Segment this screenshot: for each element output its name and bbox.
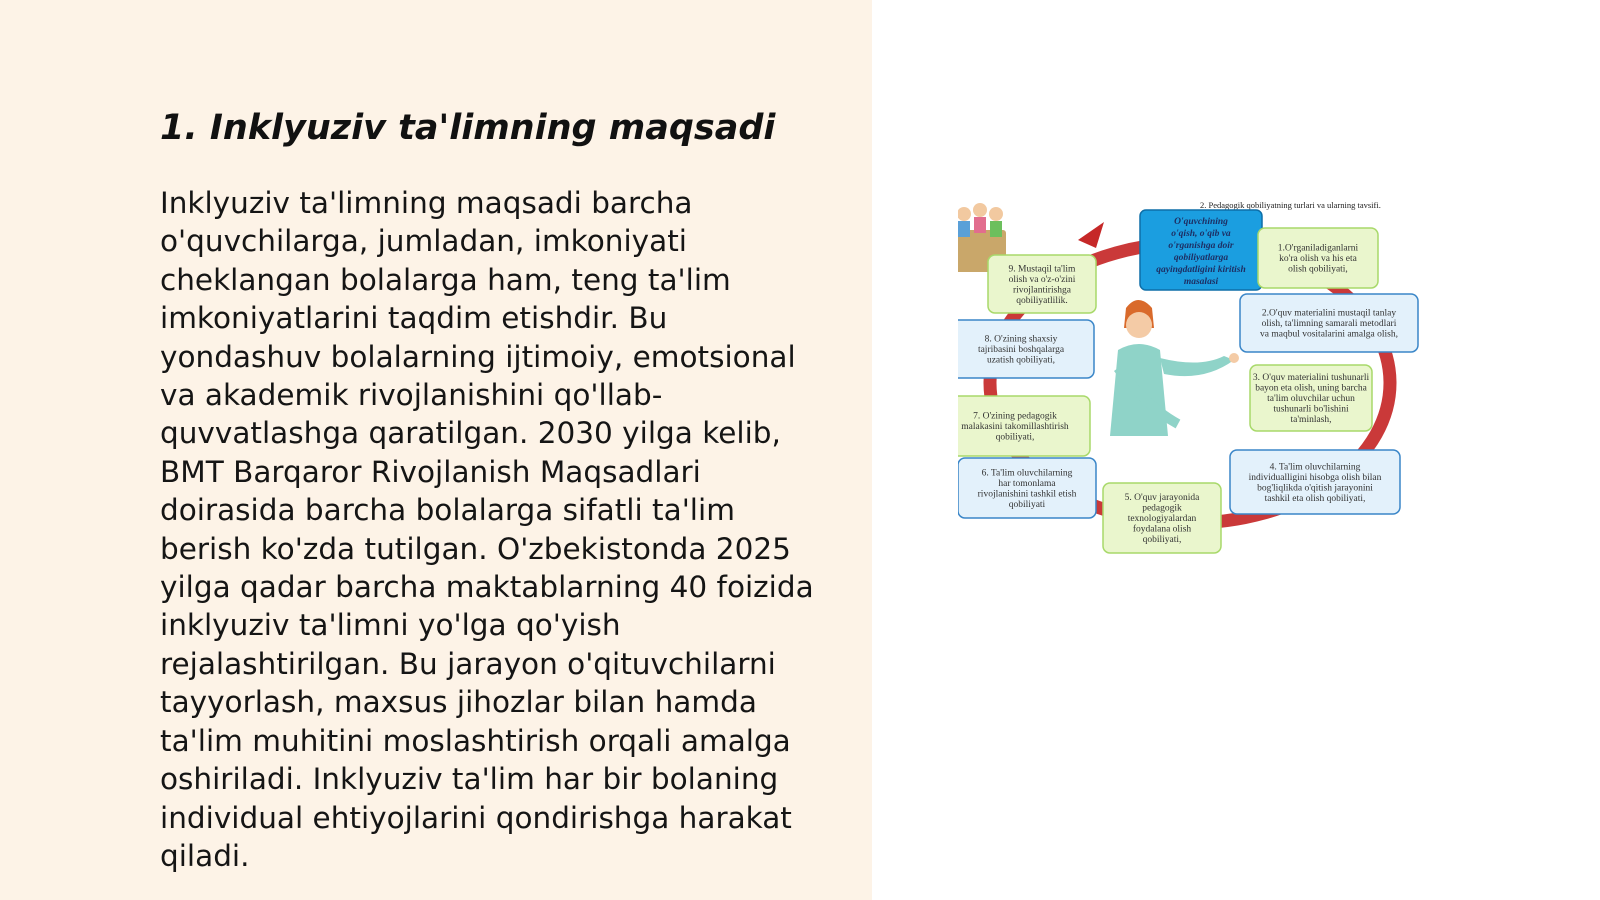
ability-box-text-line: 9. Mustaqil ta'lim xyxy=(1008,264,1076,275)
ability-box-text-line: 6. Ta'lim oluvchilarning xyxy=(981,468,1073,479)
ability-box-3 xyxy=(1250,365,1372,431)
ability-box-text-line: va maqbul vositalarini amalga olish, xyxy=(1260,329,1398,340)
ability-box-text-line: 5. O'quv jarayonida xyxy=(1124,493,1200,503)
ability-box-text-line: foydalana olish xyxy=(1132,524,1192,535)
ability-box-text-line: bog'liqlikda o'qitish jarayonini xyxy=(1257,483,1373,494)
ability-box-text-line: olish qobiliyati, xyxy=(1288,264,1348,275)
ability-box-text-line: rivojlanishini tashkil etish xyxy=(977,489,1077,500)
ability-box-text-line: individualligini hisobga olish bilan xyxy=(1248,472,1382,483)
ability-box-8 xyxy=(958,320,1094,378)
ability-box-text-line: tushunarli bo'lishini xyxy=(1273,404,1349,415)
center-text-line: masalasi xyxy=(1183,277,1219,287)
slide-body-text: Inklyuziv ta'limning maqsadi barcha o'quvchilarga, jumladan, imkoniyati cheklangan bolalarga ham, teng ta'lim imkoniyatlarini taqdim etishdir. Bu yondashuv bolalarning ijtimoiy, emotsional va akademik rivojlanishini qo'llab-quvvatlashga qaratilgan. 2030 yilga kelib, BMT Barqaror Rivojlanish Maqsadlari doirasida barcha bolalarga sifatli ta'lim berish ko'zda tutilgan. O'zbekistonda 2025 yilga qadar barcha maktablarning 40 foizida inklyuziv ta'limni yo'lga qo'yish rejalashtirilgan. Bu jarayon o'qituvchilarni tayyorlash, maxsus jihozlar bilan hamda ta'lim muhitini moslashtirish orqali amalga oshiriladi. Inklyuziv ta'lim har bir bolaning individual ehtiyojlarini qondirishga harakat qiladi. xyxy=(160,186,814,873)
ability-box-text-line: 1.O'rganiladiganlarni xyxy=(1277,243,1359,254)
center-text-line: qayingdatligini kiritish xyxy=(1156,265,1246,275)
ability-box-text-line: texnologiyalardan xyxy=(1127,514,1197,524)
ability-box-text-line: 3. O'quv materialini tushunarli xyxy=(1252,373,1370,383)
ability-box-text-line: bayon eta olish, uning barcha xyxy=(1255,383,1367,394)
ability-box-text-line: tajribasini boshqalarga xyxy=(977,345,1065,355)
ability-box-text-line: qobiliyatlilik. xyxy=(1016,295,1068,306)
ability-box-text-line: 2.O'quv materialini mustaqil tanlay xyxy=(1261,308,1397,319)
ability-box-text-line: 7. O'zining pedagogik xyxy=(973,411,1057,422)
ability-box-text-line: 8. O'zining shaxsiy xyxy=(984,334,1058,345)
ability-box-text-line: tashkil eta olish qobiliyati, xyxy=(1264,493,1366,504)
ability-box-text-line: qobiliyati, xyxy=(1142,535,1182,545)
ability-box-text-line: har tomonlama xyxy=(998,478,1056,489)
ability-box-text-line: qobiliyati xyxy=(1008,499,1046,510)
center-text-line: o'qish, o'qib va xyxy=(1171,229,1231,239)
slide-title: 1. Inklyuziv ta'limning maqsadi xyxy=(160,108,776,148)
ability-box-text-line: uzatish qobiliyati, xyxy=(986,355,1056,366)
ability-box-5 xyxy=(1103,483,1221,553)
ability-box-text-line: olish va o'z-o'zini xyxy=(1008,274,1076,285)
ability-box-text-line: pedagogik xyxy=(1142,503,1182,514)
cycle-arrow-head xyxy=(1078,222,1104,248)
ability-box-text-line: olish, ta'limning samarali metodlari xyxy=(1261,319,1397,329)
ability-box-2 xyxy=(1240,294,1418,352)
ability-box-text-line: 4. Ta'lim oluvchilarning xyxy=(1269,462,1361,473)
ability-box-6 xyxy=(958,458,1096,518)
diagram-header: 2. Pedagogik qobiliyatning turlari va ularning tavsifi. xyxy=(1200,200,1381,210)
pedagogical-abilities-diagram xyxy=(958,200,1448,565)
ability-box-1 xyxy=(1258,228,1378,288)
center-text-line: o'rganishga doir xyxy=(1168,241,1234,251)
ability-box-text-line: ta'lim oluvchilar uchun xyxy=(1267,394,1355,404)
ability-box-7 xyxy=(958,396,1090,456)
center-text-line: O'quvchining xyxy=(1174,217,1228,227)
ability-box-4 xyxy=(1230,450,1400,514)
ability-box-text-line: rivojlantirishga xyxy=(1012,285,1072,296)
ability-box-text-line: malakasini takomillashtirish xyxy=(961,422,1069,432)
ability-box-text-line: ta'minlash, xyxy=(1290,415,1332,425)
ability-box-text-line: qobiliyati, xyxy=(995,432,1035,443)
ability-box-9 xyxy=(988,255,1096,313)
ability-box-text-line: ko'ra olish va his eta xyxy=(1279,254,1357,264)
teacher-illustration xyxy=(1110,300,1239,436)
center-text-line: qobiliyatlarga xyxy=(1173,253,1229,263)
